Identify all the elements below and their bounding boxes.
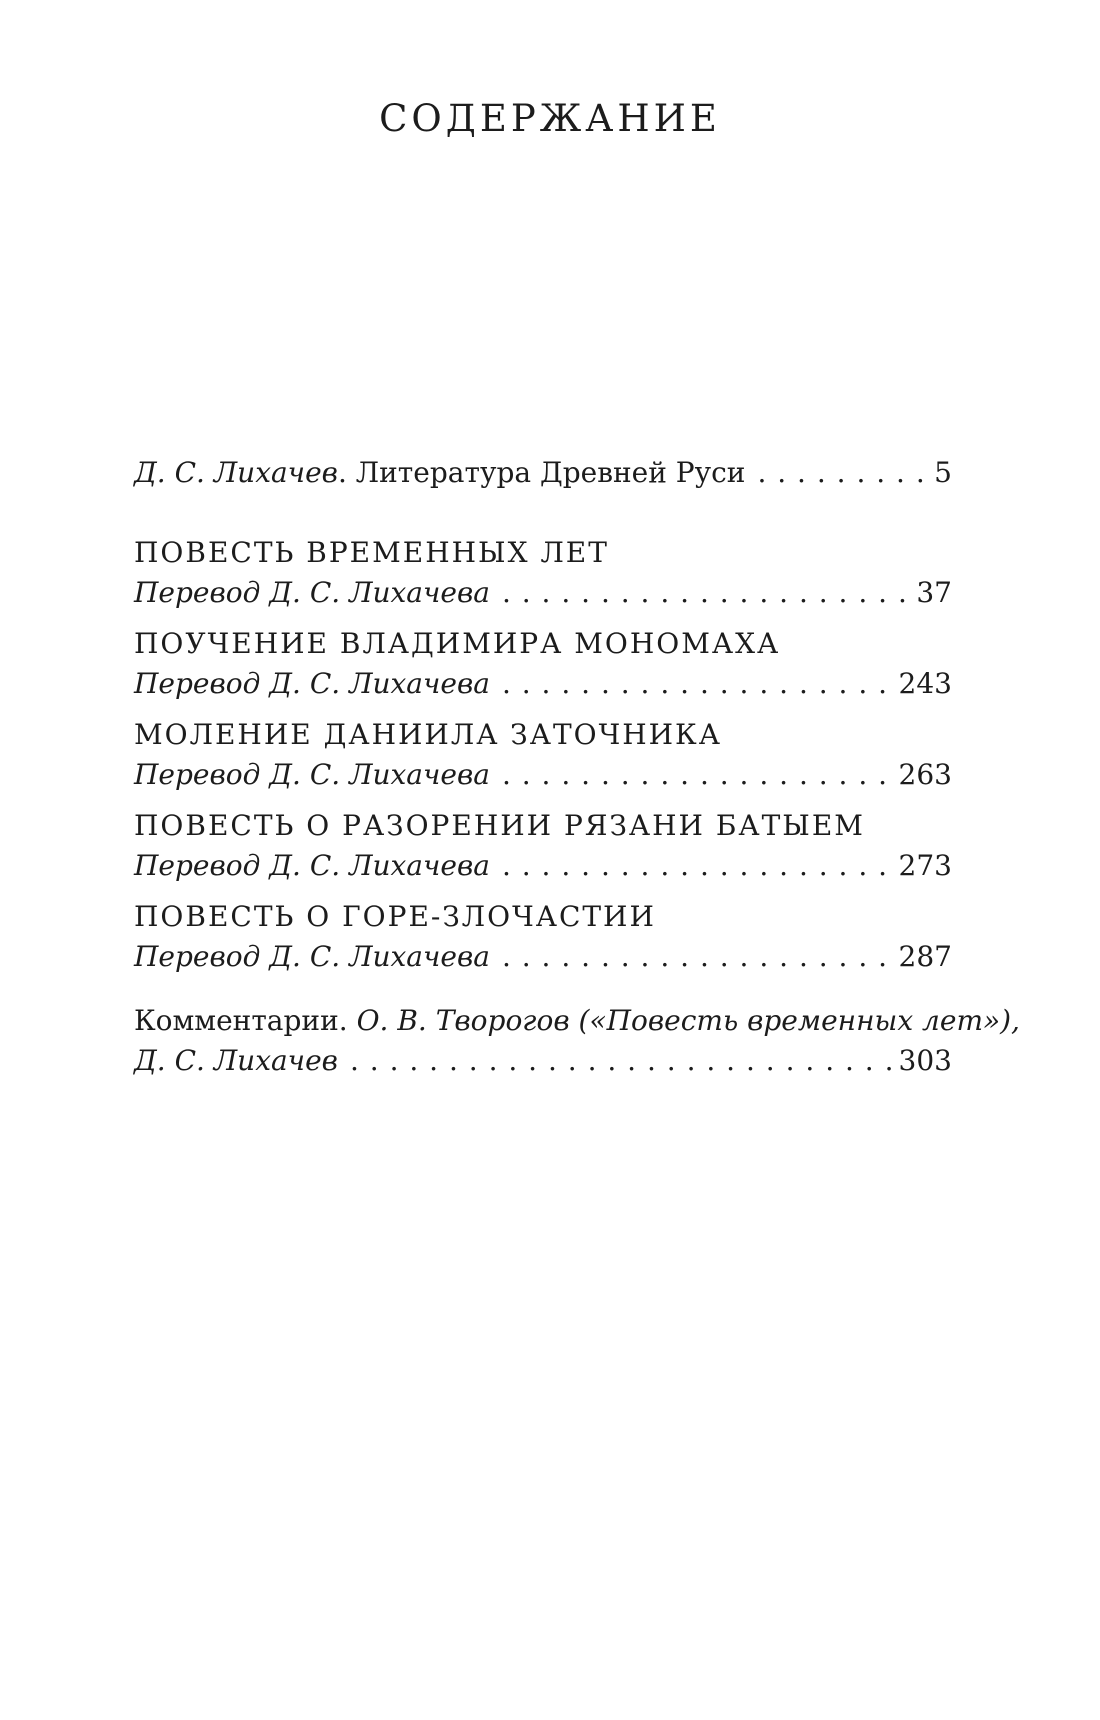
translator-credit: Перевод Д. С. Лихачева <box>134 940 490 973</box>
commentary-label: Комментарии. <box>134 1004 357 1037</box>
toc-entry-section-5[interactable] <box>134 939 952 975</box>
translator-credit: Перевод Д. С. Лихачева <box>134 849 490 882</box>
dot-leader <box>502 939 891 975</box>
translator-credit: Перевод Д. С. Лихачева <box>134 758 490 791</box>
toc-entry-section-4[interactable] <box>134 848 952 884</box>
page-title: СОДЕРЖАНИЕ <box>379 97 721 140</box>
section-heading: ПОВЕСТЬ О ГОРЕ-ЗЛОЧАСТИИ <box>134 900 656 933</box>
commentary-author: Д. С. Лихачев <box>134 1044 338 1077</box>
page-number: 303 <box>898 1044 952 1077</box>
page-number: 5 <box>934 456 952 489</box>
dot-leader <box>502 666 891 702</box>
intro-title: . Литература Древней Руси <box>337 456 746 489</box>
section-heading: ПОВЕСТЬ О РАЗОРЕНИИ РЯЗАНИ БАТЫЕМ <box>134 809 865 842</box>
section-heading: МОЛЕНИЕ ДАНИИЛА ЗАТОЧНИКА <box>134 718 722 751</box>
dot-leader <box>502 757 891 793</box>
toc-entry-section-1[interactable] <box>134 575 952 611</box>
dot-leader <box>757 455 926 491</box>
intro-author: Д. С. Лихачев <box>134 456 338 489</box>
translator-credit: Перевод Д. С. Лихачева <box>134 576 490 609</box>
toc-entry-section-2[interactable] <box>134 666 952 702</box>
page-number: 287 <box>898 940 952 973</box>
toc-entry-commentary[interactable] <box>134 1043 952 1079</box>
section-heading: ПОУЧЕНИЕ ВЛАДИМИРА МОНОМАХА <box>134 627 781 660</box>
page-number: 263 <box>898 758 952 791</box>
toc-entry-section-3[interactable] <box>134 757 952 793</box>
toc-entry-intro[interactable] <box>134 455 952 491</box>
commentary-authors: О. В. Творогов («Повесть временных лет»), <box>356 1004 1020 1037</box>
page-number: 243 <box>898 667 952 700</box>
section-heading: ПОВЕСТЬ ВРЕМЕННЫХ ЛЕТ <box>134 536 609 569</box>
page-number: 273 <box>898 849 952 882</box>
commentary-line-1 <box>134 1003 1020 1039</box>
dot-leader <box>350 1043 891 1079</box>
dot-leader <box>502 848 891 884</box>
page-number: 37 <box>916 576 952 609</box>
dot-leader <box>502 575 908 611</box>
translator-credit: Перевод Д. С. Лихачева <box>134 667 490 700</box>
